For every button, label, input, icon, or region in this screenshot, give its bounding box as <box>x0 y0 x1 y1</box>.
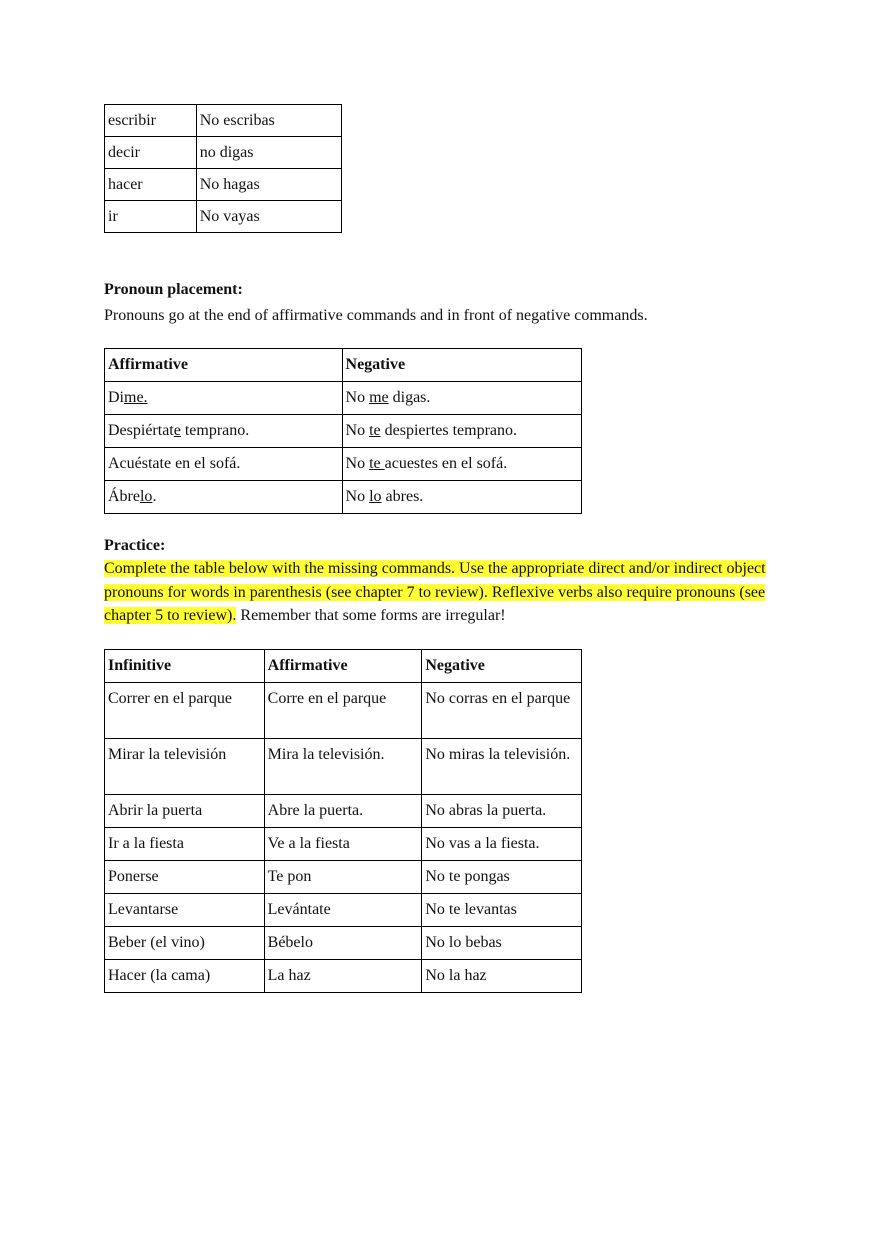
negative-header: Negative <box>342 349 581 382</box>
infinitive-cell: Abrir la puerta <box>105 795 265 828</box>
table-row <box>105 894 582 927</box>
text-part: Ábre <box>108 488 140 505</box>
negative-cell <box>342 481 581 514</box>
negative-cell: No abras la puerta. <box>422 795 582 828</box>
table-row <box>105 415 582 448</box>
pronoun-underlined: me <box>369 389 389 406</box>
table-row <box>105 169 342 201</box>
text-part: Despiértat <box>108 422 174 439</box>
affirmative-cell: Corre en el parque <box>264 683 422 739</box>
affirmative-cell: Te pon <box>264 861 422 894</box>
table-row <box>105 382 582 415</box>
negative-cell: No te pongas <box>422 861 582 894</box>
pronoun-underlined: lo <box>369 488 382 505</box>
affirmative-cell: Abre la puerta. <box>264 795 422 828</box>
pronoun-placement-table <box>104 348 582 514</box>
text-part: despiertes temprano. <box>380 422 518 439</box>
text-part: Di <box>108 389 124 406</box>
table-header-row <box>105 349 582 382</box>
negative-cell: No lo bebas <box>422 927 582 960</box>
pronoun-placement-heading: Pronoun placement: <box>104 281 243 298</box>
table-row <box>105 795 582 828</box>
affirmative-cell: Bébelo <box>264 927 422 960</box>
negative-cell: No la haz <box>422 960 582 993</box>
negative-cell: No hagas <box>196 169 341 201</box>
table-header-row <box>105 650 582 683</box>
pronoun-placement-text: Pronouns go at the end of affirmative commands and in front of negative commands. <box>104 307 648 324</box>
infinitive-cell: decir <box>105 137 197 169</box>
text-part: digas. <box>388 389 431 406</box>
plain-instructions: Remember that some forms are irregular! <box>236 607 506 624</box>
affirmative-cell: Ve a la fiesta <box>264 828 422 861</box>
text-part: acuestes en el sofá. <box>384 455 508 472</box>
infinitive-cell: Ponerse <box>105 861 265 894</box>
affirmative-cell <box>105 415 343 448</box>
table-row <box>105 448 582 481</box>
pronoun-underlined: te <box>369 455 385 472</box>
infinitive-cell: Beber (el vino) <box>105 927 265 960</box>
pronoun-underlined: te <box>369 422 381 439</box>
affirmative-cell <box>105 382 343 415</box>
table-row <box>105 927 582 960</box>
infinitive-cell: ir <box>105 201 197 233</box>
negative-cell: No vayas <box>196 201 341 233</box>
negative-header: Negative <box>422 650 582 683</box>
text-part: . <box>143 389 148 406</box>
table-row <box>105 683 582 739</box>
affirmative-cell: La haz <box>264 960 422 993</box>
pronoun-underlined: me <box>124 389 144 406</box>
negative-cell: No vas a la fiesta. <box>422 828 582 861</box>
practice-heading: Practice: <box>104 537 166 554</box>
affirmative-cell: Levántate <box>264 894 422 927</box>
affirmative-header: Affirmative <box>105 349 343 382</box>
affirmative-cell <box>105 448 343 481</box>
infinitive-cell: Levantarse <box>105 894 265 927</box>
affirmative-cell <box>105 481 343 514</box>
infinitive-cell: hacer <box>105 169 197 201</box>
infinitive-header: Infinitive <box>105 650 265 683</box>
negative-cell <box>342 415 581 448</box>
negative-cell: No miras la televisión. <box>422 739 582 795</box>
negative-cell: No te levantas <box>422 894 582 927</box>
verb-negative-table <box>104 104 342 233</box>
text-part: Acuéstate en el sofá. <box>108 455 241 472</box>
table-row <box>105 960 582 993</box>
text-part: No <box>345 455 370 472</box>
infinitive-cell: Correr en el parque <box>105 683 265 739</box>
infinitive-cell: Hacer (la cama) <box>105 960 265 993</box>
negative-cell: No corras en el parque <box>422 683 582 739</box>
affirmative-cell: Mira la televisión. <box>264 739 422 795</box>
table-row <box>105 137 342 169</box>
practice-table <box>104 649 582 993</box>
affirmative-header: Affirmative <box>264 650 422 683</box>
table-row <box>105 201 342 233</box>
pronoun-underlined: e <box>173 422 181 439</box>
text-part: abres. <box>381 488 424 505</box>
table-row <box>105 828 582 861</box>
negative-cell: No escribas <box>196 105 341 137</box>
negative-cell: no digas <box>196 137 341 169</box>
table-row <box>105 481 582 514</box>
practice-instructions <box>104 557 804 628</box>
text-part: No <box>345 488 370 505</box>
negative-cell <box>342 382 581 415</box>
table-row <box>105 739 582 795</box>
infinitive-cell: Ir a la fiesta <box>105 828 265 861</box>
infinitive-cell: escribir <box>105 105 197 137</box>
pronoun-underlined: lo <box>139 488 153 505</box>
text-part: . <box>152 488 157 505</box>
infinitive-cell: Mirar la televisión <box>105 739 265 795</box>
table-row <box>105 105 342 137</box>
text-part: No <box>345 389 370 406</box>
table-row <box>105 861 582 894</box>
negative-cell <box>342 448 581 481</box>
text-part: No <box>345 422 370 439</box>
highlighted-instructions: Complete the table below with the missing commands. Use the appropriate direct and/or indirect object pronouns for words in parenthesis (see chapter 7 to review). Reflexive verbs also require pronouns (see chapter 5 to review). <box>104 560 766 624</box>
text-part: temprano. <box>180 422 250 439</box>
